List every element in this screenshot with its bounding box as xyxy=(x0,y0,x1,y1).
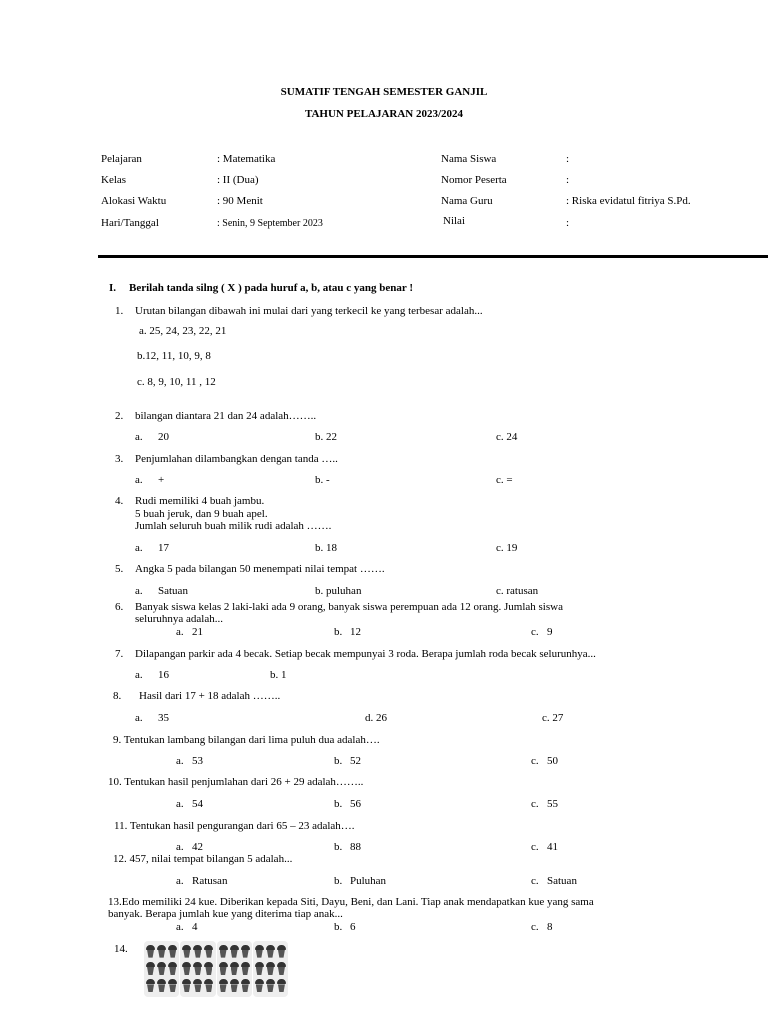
info-value-date: : Senin, 9 September 2023 xyxy=(217,218,323,229)
option-letter: b. xyxy=(334,921,343,933)
answer-option[interactable]: 55 xyxy=(547,798,558,810)
option-letter: c. xyxy=(531,626,539,638)
question-6-line: seluruhnya adalah... xyxy=(135,613,223,625)
question-4-line: Rudi memiliki 4 buah jambu. xyxy=(135,495,265,507)
cupcake-icon xyxy=(168,979,177,993)
option-letter: b. xyxy=(334,626,343,638)
cupcake-icon xyxy=(219,979,228,993)
question-number: 6. xyxy=(115,601,124,613)
cupcake-group xyxy=(180,941,215,997)
answer-option[interactable]: 56 xyxy=(350,798,361,810)
answer-option[interactable]: 50 xyxy=(547,755,558,767)
answer-option[interactable]: 17 xyxy=(158,542,169,554)
answer-option[interactable]: b. - xyxy=(315,474,330,486)
answer-option[interactable]: b. puluhan xyxy=(315,585,362,597)
info-value-teacher: : Riska evidatul fitriya S.Pd. xyxy=(566,195,691,207)
cupcake-icon xyxy=(193,962,202,976)
answer-option[interactable]: Ratusan xyxy=(192,875,228,887)
option-letter: b. xyxy=(334,875,343,887)
cupcake-icon xyxy=(168,962,177,976)
option-letter: a. xyxy=(135,585,143,597)
cupcake-icon xyxy=(241,979,250,993)
answer-option[interactable]: 8 xyxy=(547,921,553,933)
answer-option[interactable]: 42 xyxy=(192,841,203,853)
answer-option[interactable]: b. 18 xyxy=(315,542,337,554)
question-number: 3. xyxy=(115,453,124,465)
answer-option[interactable]: a. 25, 24, 23, 22, 21 xyxy=(139,325,227,337)
question-number: 1. xyxy=(115,305,124,317)
answer-option[interactable]: Satuan xyxy=(158,585,188,597)
cupcake-icon xyxy=(219,962,228,976)
exam-title: SUMATIF TENGAH SEMESTER GANJIL xyxy=(280,86,488,98)
info-label-student: Nama Siswa xyxy=(441,153,497,165)
info-label-date: Hari/Tanggal xyxy=(101,217,159,229)
cupcake-icon xyxy=(146,979,155,993)
answer-option[interactable]: + xyxy=(158,474,165,486)
question-10-text: 10. Tentukan hasil penjumlahan dari 26 + 29 adalah…….. xyxy=(108,776,364,788)
question-5-text: Angka 5 pada bilangan 50 menempati nilai tempat ……. xyxy=(135,563,385,575)
cupcake-icon xyxy=(277,979,286,993)
question-number: 4. xyxy=(115,495,124,507)
cupcake-icon xyxy=(146,962,155,976)
cupcake-icon xyxy=(204,945,213,959)
info-label-subject: Pelajaran xyxy=(101,153,142,165)
cupcake-icon xyxy=(241,962,250,976)
question-number: 7. xyxy=(115,648,124,660)
answer-option[interactable]: 53 xyxy=(192,755,203,767)
question-12-text: 12. 457, nilai tempat bilangan 5 adalah... xyxy=(113,853,293,865)
info-label-class: Kelas xyxy=(101,174,127,186)
option-letter: a. xyxy=(176,875,184,887)
cupcake-icon xyxy=(182,945,191,959)
question-6-line: Banyak siswa kelas 2 laki-laki ada 9 orang, banyak siswa perempuan ada 12 orang. Jumlah siswa xyxy=(135,601,563,613)
cupcake-icon xyxy=(193,945,202,959)
option-letter: a. xyxy=(135,474,143,486)
cupcake-icon xyxy=(182,979,191,993)
header-divider xyxy=(98,255,768,258)
answer-option[interactable]: Puluhan xyxy=(350,875,387,887)
answer-option[interactable]: 4 xyxy=(192,921,198,933)
answer-option[interactable]: 54 xyxy=(192,798,203,810)
info-label-teacher: Nama Guru xyxy=(441,195,493,207)
option-letter: a. xyxy=(176,755,184,767)
option-letter: c. xyxy=(531,921,539,933)
answer-option[interactable]: 6 xyxy=(350,921,356,933)
question-3-text: Penjumlahan dilambangkan dengan tanda ….. xyxy=(135,453,338,465)
cupcake-icon xyxy=(266,945,275,959)
option-letter: b. xyxy=(334,755,343,767)
question-13-line: banyak. Berapa jumlah kue yang diterima tiap anak... xyxy=(108,908,343,920)
question-number: 2. xyxy=(115,410,124,422)
answer-option[interactable]: c. ratusan xyxy=(496,585,539,597)
option-letter: b. xyxy=(334,798,343,810)
question-4-line: Jumlah seluruh buah milik rudi adalah ……. xyxy=(135,520,332,532)
question-number: 8. xyxy=(113,690,122,702)
answer-option[interactable]: 52 xyxy=(350,755,361,767)
question-14-number: 14. xyxy=(114,943,128,955)
cupcake-icon xyxy=(146,945,155,959)
cupcake-icon xyxy=(266,962,275,976)
info-label-participant: Nomor Peserta xyxy=(441,174,507,186)
option-letter: a. xyxy=(176,921,184,933)
question-7-text: Dilapangan parkir ada 4 becak. Setiap becak mempunyai 3 roda. Berapa jumlah roda becak selurunhya... xyxy=(135,648,596,660)
option-letter: a. xyxy=(135,542,143,554)
option-letter: c. xyxy=(531,875,539,887)
option-letter: a. xyxy=(135,431,143,443)
cupcake-icon xyxy=(230,962,239,976)
question-4-line: 5 buah jeruk, dan 9 buah apel. xyxy=(135,508,268,520)
answer-option[interactable]: 88 xyxy=(350,841,361,853)
option-letter: b. xyxy=(334,841,343,853)
info-label-score: Nilai xyxy=(443,215,465,227)
option-letter: a. xyxy=(176,798,184,810)
answer-option[interactable]: d. 26 xyxy=(365,712,387,724)
cupcake-groups-image xyxy=(144,941,288,997)
cupcake-group xyxy=(217,941,252,997)
question-9-text: 9. Tentukan lambang bilangan dari lima puluh dua adalah…. xyxy=(113,734,380,746)
option-letter: a. xyxy=(176,841,184,853)
cupcake-icon xyxy=(241,945,250,959)
answer-option[interactable]: b.12, 11, 10, 9, 8 xyxy=(137,350,211,362)
cupcake-icon xyxy=(266,979,275,993)
option-letter: c. xyxy=(531,841,539,853)
cupcake-icon xyxy=(193,979,202,993)
section-number: I. xyxy=(109,282,117,294)
cupcake-group xyxy=(144,941,179,997)
cupcake-group xyxy=(253,941,288,997)
answer-option[interactable]: Satuan xyxy=(547,875,577,887)
info-value-time: : 90 Menit xyxy=(217,195,263,207)
cupcake-icon xyxy=(168,945,177,959)
cupcake-icon xyxy=(255,979,264,993)
cupcake-icon xyxy=(182,962,191,976)
answer-option[interactable]: c. 19 xyxy=(496,542,518,554)
cupcake-icon xyxy=(219,945,228,959)
info-value-class: : II (Dua) xyxy=(217,174,259,186)
school-year: TAHUN PELAJARAN 2023/2024 xyxy=(304,108,464,120)
cupcake-icon xyxy=(255,945,264,959)
cupcake-icon xyxy=(157,979,166,993)
question-1-text: Urutan bilangan dibawah ini mulai dari yang terkecil ke yang terbesar adalah... xyxy=(135,305,483,317)
option-letter: a. xyxy=(176,626,184,638)
info-value-score: : xyxy=(566,217,570,229)
cupcake-icon xyxy=(230,979,239,993)
info-value-participant: : xyxy=(566,174,570,186)
question-8-text: Hasil dari 17 + 18 adalah …….. xyxy=(139,690,281,702)
answer-option[interactable]: 12 xyxy=(350,626,361,638)
answer-option[interactable]: c. 27 xyxy=(542,712,564,724)
question-number: 5. xyxy=(115,563,124,575)
answer-option[interactable]: 20 xyxy=(158,431,169,443)
question-13-line: 13.Edo memiliki 24 kue. Diberikan kepada Siti, Dayu, Beni, dan Lani. Tiap anak mendapatkan kue yang sama xyxy=(108,896,594,908)
cupcake-icon xyxy=(277,962,286,976)
answer-option[interactable]: 16 xyxy=(158,669,169,681)
answer-option[interactable]: 9 xyxy=(547,626,553,638)
section-instruction: Berilah tanda silng ( X ) pada huruf a, b, atau c yang benar ! xyxy=(129,282,414,294)
info-value-subject: : Matematika xyxy=(217,153,276,165)
info-value-student: : xyxy=(566,153,570,165)
cupcake-icon xyxy=(157,962,166,976)
answer-option[interactable]: c. 24 xyxy=(496,431,518,443)
cupcake-icon xyxy=(204,979,213,993)
answer-option[interactable]: c. = xyxy=(496,474,513,486)
cupcake-icon xyxy=(255,962,264,976)
info-label-time: Alokasi Waktu xyxy=(101,195,167,207)
answer-option[interactable]: b. 22 xyxy=(315,431,337,443)
option-letter: c. xyxy=(531,755,539,767)
cupcake-icon xyxy=(204,962,213,976)
answer-option[interactable]: 35 xyxy=(158,712,169,724)
answer-option[interactable]: b. 1 xyxy=(270,669,287,681)
answer-option[interactable]: c. 8, 9, 10, 11 , 12 xyxy=(137,376,216,388)
answer-option[interactable]: 21 xyxy=(192,626,203,638)
question-11-text: 11. Tentukan hasil pengurangan dari 65 – 23 adalah…. xyxy=(114,820,355,832)
answer-option[interactable]: 41 xyxy=(547,841,558,853)
option-letter: a. xyxy=(135,712,143,724)
option-letter: a. xyxy=(135,669,143,681)
option-letter: c. xyxy=(531,798,539,810)
question-2-text: bilangan diantara 21 dan 24 adalah…….. xyxy=(135,410,317,422)
cupcake-icon xyxy=(277,945,286,959)
cupcake-icon xyxy=(230,945,239,959)
cupcake-icon xyxy=(157,945,166,959)
